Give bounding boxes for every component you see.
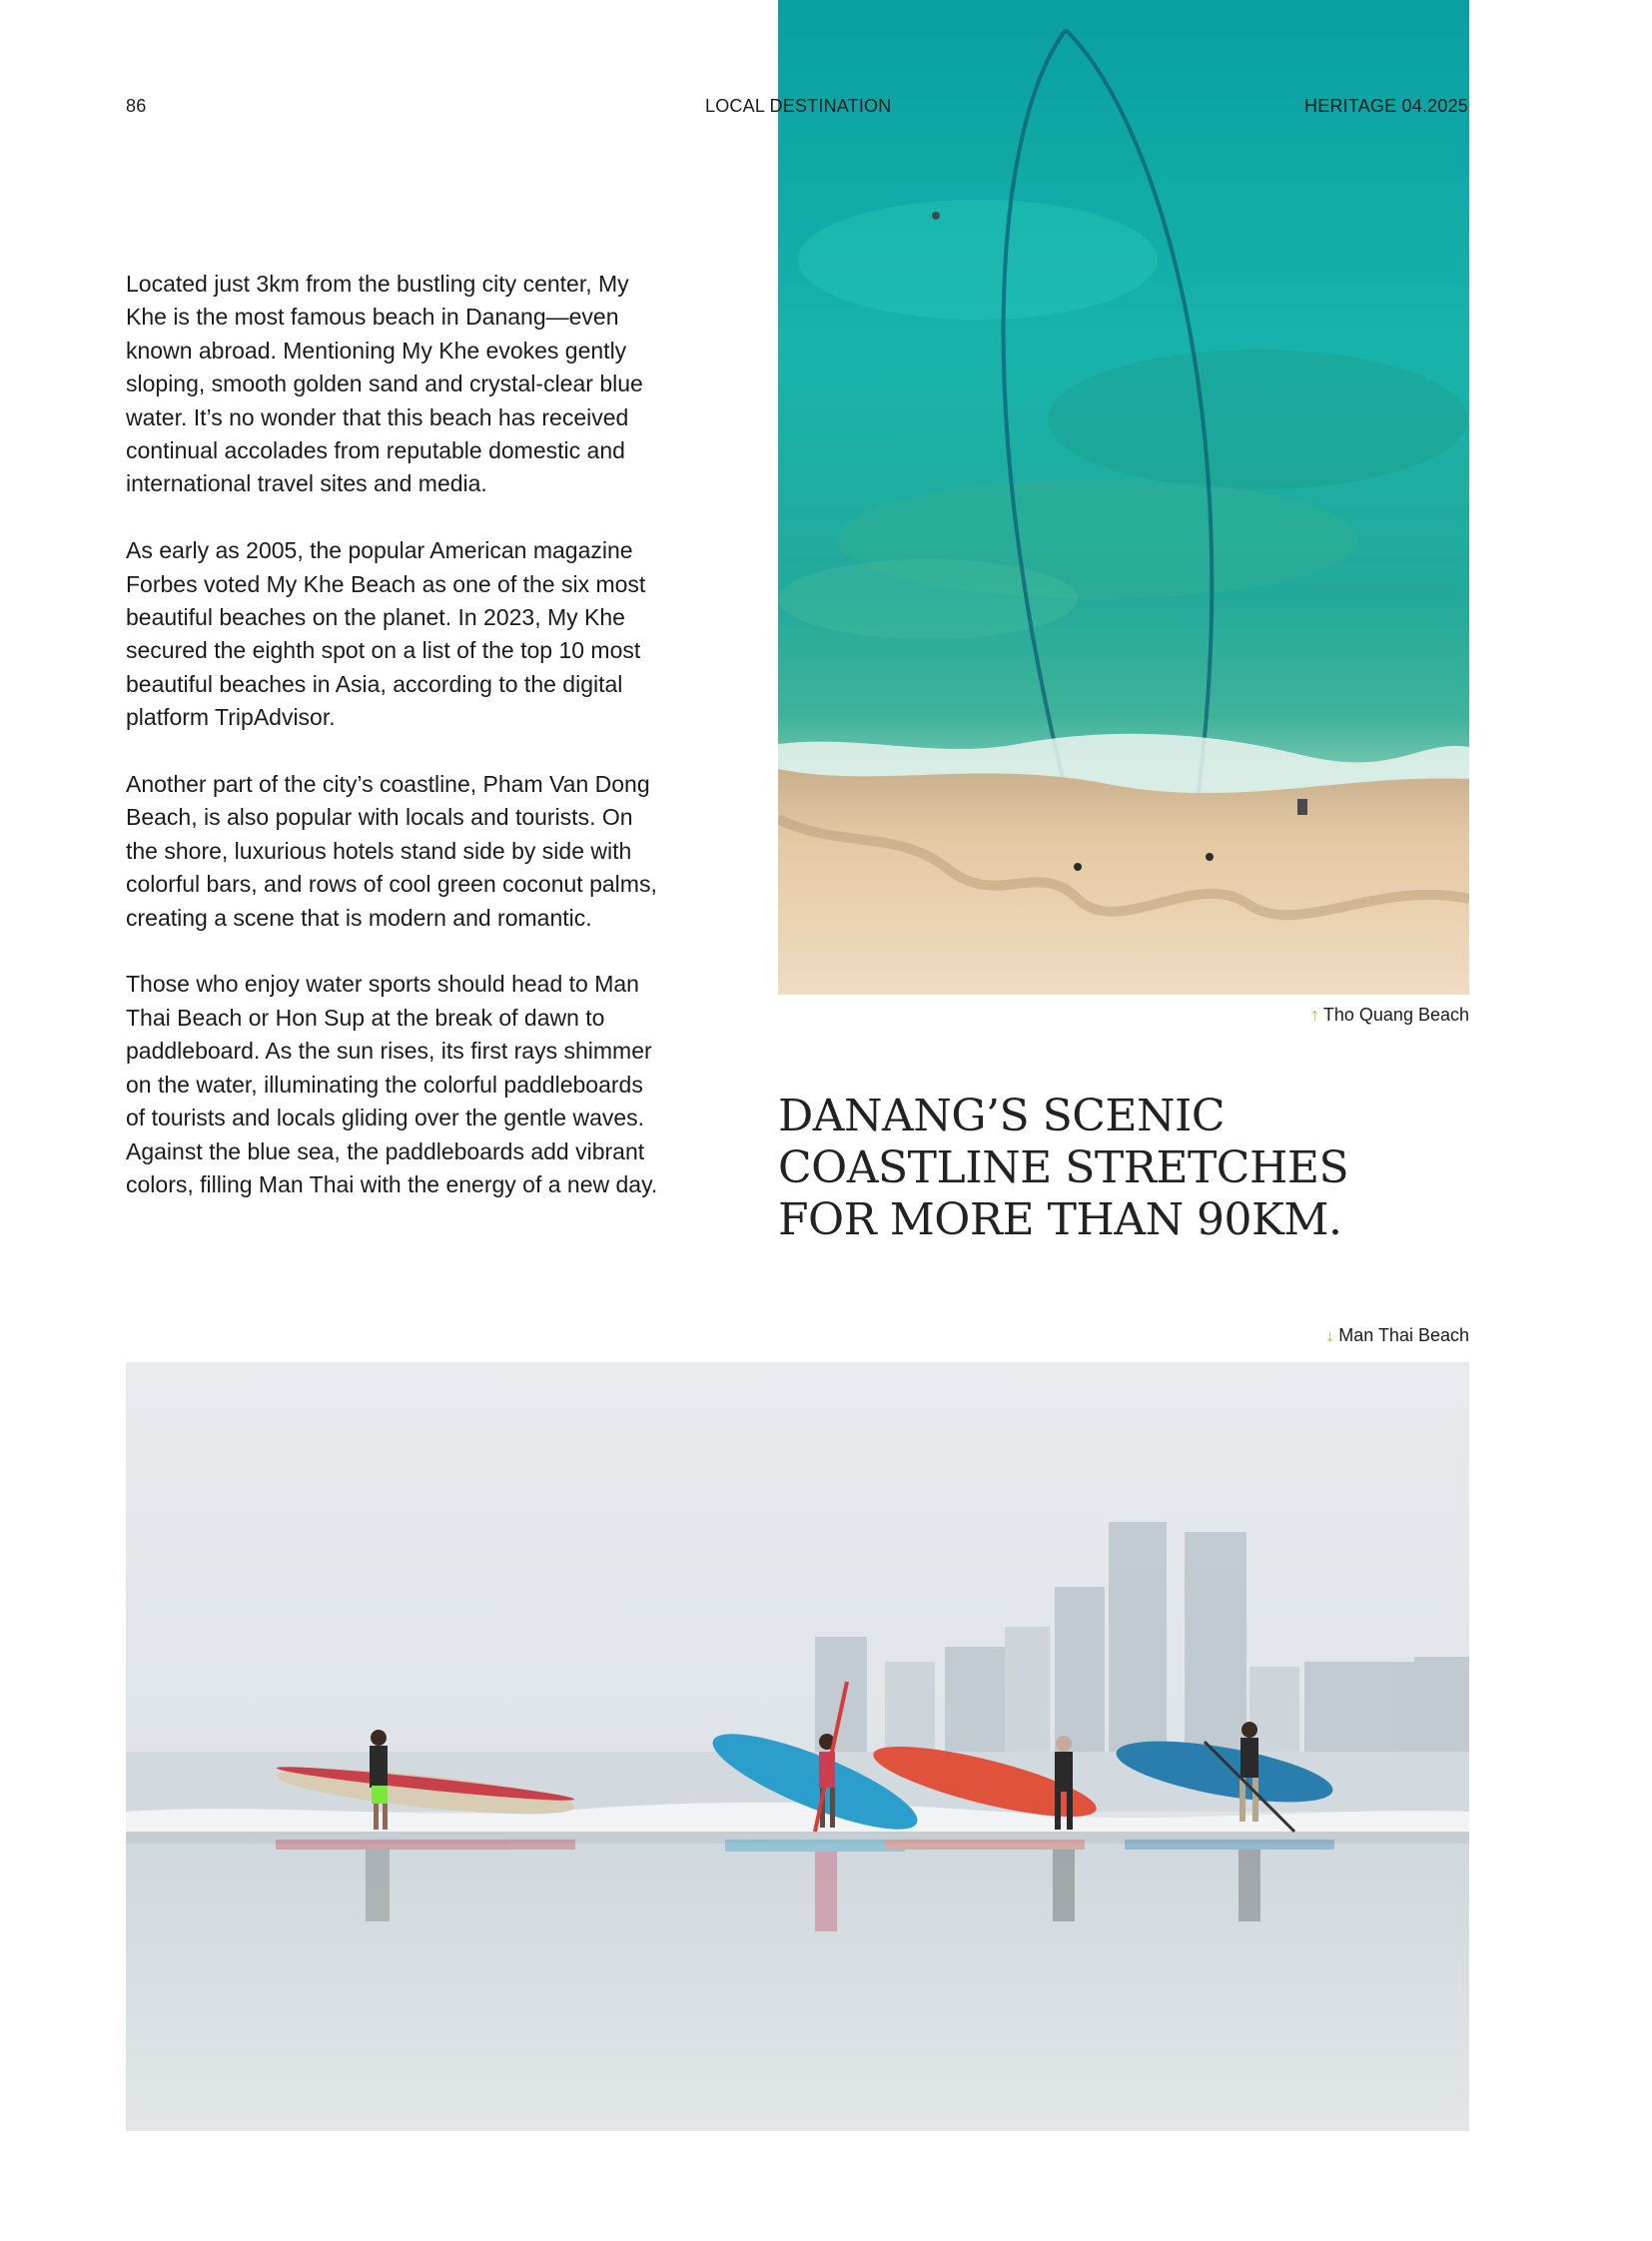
section-title: LOCAL DESTINATION — [705, 96, 892, 116]
article-body — [126, 268, 665, 1235]
pull-quote: DANANG’S SCENIC COASTLINE STRETCHES FOR MORE THAN 90KM. — [778, 1091, 1349, 1245]
down-arrow-icon: ↓ — [1325, 1325, 1335, 1345]
paragraph-1: Located just 3km from the bustling city center, My Khe is the most famous beach in Danang—even known abroad. Mentioning My Khe evokes gently sloping, smooth golden sand and crystal-clear blue water. It’s no wonder that this beach has received continual accolades from reputable domestic and international travel sites and media. — [126, 271, 643, 497]
caption-man-thai — [1325, 1325, 1469, 1346]
paragraph-3: Another part of the city’s coastline, Pham Van Dong Beach, is also popular with locals and tourists. On the shore, luxurious hotels stand side by side with colorful bars, and rows of cool green coconut palms, creating a scene that is modern and romantic. — [126, 771, 657, 931]
caption-tho-quang — [1310, 1005, 1469, 1026]
page-header — [126, 96, 1468, 120]
paragraph-4: Those who enjoy water sports should head to Man Thai Beach or Hon Sup at the break of dawn to paddleboard. As the sun rises, its first rays shimmer on the water, illuminating the colorful paddleboards of tourists and locals gliding over the gentle waves. Against the blue sea, the paddleboards add vibrant colors, filling Man Thai with the energy of a new day. — [126, 971, 658, 1197]
paragraph-2: As early as 2005, the popular American magazine Forbes voted My Khe Beach as one of the six most beautiful beaches on the planet. In 2023, My Khe secured the eighth spot on a list of the top 10 most beautiful beaches in Asia, according to the digital platform TripAdvisor. — [126, 537, 646, 731]
man-thai-beach-photo — [126, 1362, 1469, 2131]
tho-quang-beach-photo — [778, 0, 1469, 995]
issue-label: HERITAGE 04.2025 — [1304, 96, 1468, 116]
page-number: 86 — [126, 96, 147, 116]
caption-text: Tho Quang Beach — [1322, 1005, 1469, 1025]
up-arrow-icon: ↑ — [1309, 1005, 1319, 1025]
caption-text: Man Thai Beach — [1338, 1325, 1469, 1345]
